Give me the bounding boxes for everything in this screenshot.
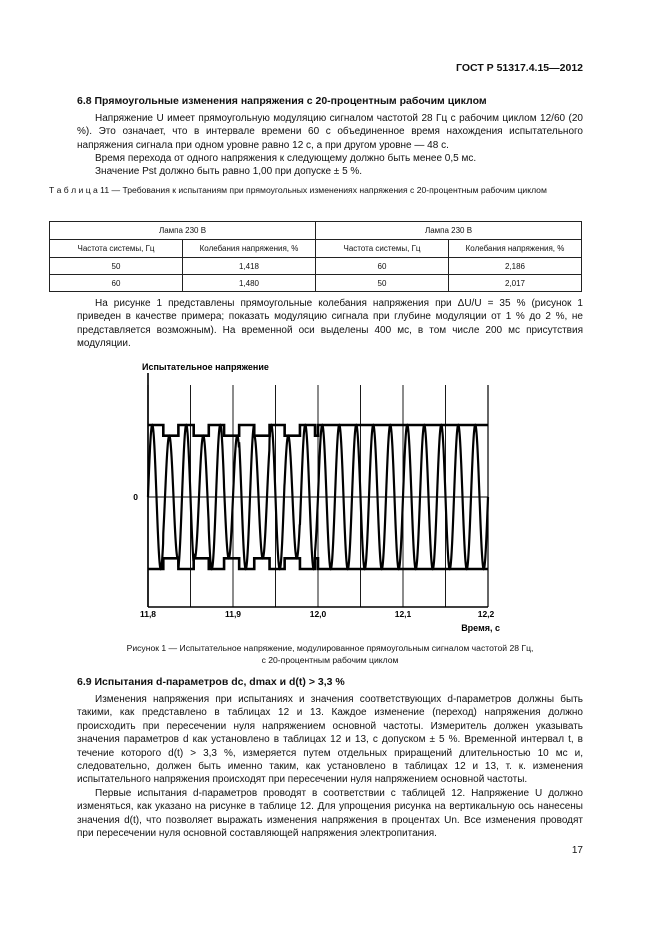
table-column-header: Колебания напряжения, % bbox=[449, 240, 582, 258]
chart-x-axis-label: Время, с bbox=[461, 623, 500, 633]
figure-caption-line-1: Рисунок 1 — Испытательное напряжение, модулированное прямоугольным сигналом частотой 28 Гц, bbox=[126, 643, 534, 653]
section-6-9-paragraph-2: Первые испытания d-параметров проводят в соответствии с таблицей 12. Напряжение U должно изменяться, как указано на рисунке в таблице 12. Для упрощения рисунка на вертикальную ось нанесены значения d(t), что позволяет выражать изменения напряжения в процентах Un. Все изменения проводят при пересечении нуля основной составляющей напряжения электропитания. bbox=[77, 788, 583, 840]
table-column-header: Колебания напряжения, % bbox=[183, 240, 316, 258]
section-6-9-paragraph-1: Изменения напряжения при испытаниях и значения соответствующих d-параметров должны быть такими, как представлено в таблицах 12 и 13. Каждое изменение (переход) напряжения должно происходить при пересечении нуля напряжением основной частоты. Измеритель должен указывать значения параметров d как установлено в таблицах 12 и 13, с допуском ± 5 %. Временной интервал t, в течение которого d(t) > 3,3 %, измеряется путем отдельных приращений длительностью 10 мс и, следовательно, должен быть именно таким, как установлено в таблицах 12 и 13, т. к. изменения испытательного напряжения происходят при пересечении нуля напряжением основной частоты. bbox=[77, 694, 583, 786]
table-column-header: Частота системы, Гц bbox=[50, 240, 183, 258]
section-6-9-title: 6.9 Испытания d-параметров dc, dmax и d(t) > 3,3 % bbox=[77, 676, 345, 688]
table-cell: 60 bbox=[50, 275, 183, 292]
chart-x-tick-label: 12,0 bbox=[309, 609, 327, 619]
chart-x-tick-label: 12,2 bbox=[477, 609, 495, 619]
table-cell: 50 bbox=[316, 275, 449, 292]
table-11 bbox=[49, 221, 582, 292]
figure-caption-line-2: с 20-процентным рабочим циклом bbox=[261, 655, 399, 665]
table-group-header: Лампа 230 В bbox=[50, 222, 316, 240]
table-cell: 1,418 bbox=[183, 258, 316, 275]
section-6-8-paragraph-2: Время перехода от одного напряжения к следующему должно быть менее 0,5 мс. bbox=[95, 153, 477, 164]
section-6-8-paragraph-3: Значение Pst должно быть равно 1,00 при допуске ± 5 %. bbox=[95, 166, 363, 177]
table-column-header: Частота системы, Гц bbox=[316, 240, 449, 258]
table-cell: 2,186 bbox=[449, 258, 582, 275]
table-11-caption: Т а б л и ц а 11 — Требования к испытаниям при прямоугольных изменениях напряжения с 20-процентным рабочим циклом bbox=[49, 185, 547, 195]
figure-intro-paragraph: На рисунке 1 представлены прямоугольные колебания напряжения при ΔU/U = 35 % (рисунок 1 приведен в качестве примера; показать модуляцию сигнала при глубине модуляции от 1 % до 2 %, не представляется возможным). На временной оси выделены 400 мс, в том числе 200 мс присутствия модуляции. bbox=[77, 298, 583, 350]
document-code: ГОСТ Р 51317.4.15—2012 bbox=[456, 62, 583, 74]
table-cell: 50 bbox=[50, 258, 183, 275]
chart-x-tick-label: 11,8 bbox=[139, 609, 157, 619]
table-cell: 1,480 bbox=[183, 275, 316, 292]
section-6-8-paragraph-1: Напряжение U имеет прямоугольную модуляцию сигналом частотой 28 Гц с рабочим циклом 12/60 (20 %). Это означает, что в интервале времени 60 с объединенное время нахождения испытательного напряжения сигнала при одном уровне равно 12 с, а при другом уровне — 48 с. bbox=[77, 113, 583, 151]
figure-1-chart bbox=[120, 355, 540, 637]
table-cell: 2,017 bbox=[449, 275, 582, 292]
table-row bbox=[50, 258, 582, 275]
chart-x-tick-label: 11,9 bbox=[224, 609, 242, 619]
chart-x-tick-label: 12,1 bbox=[394, 609, 412, 619]
table-cell: 60 bbox=[316, 258, 449, 275]
table-group-header: Лампа 230 В bbox=[316, 222, 582, 240]
page-number: 17 bbox=[571, 845, 583, 856]
table-row bbox=[50, 275, 582, 292]
section-6-8-title: 6.8 Прямоугольные изменения напряжения с 20-процентным рабочим циклом bbox=[77, 95, 487, 107]
chart-title: Испытательное напряжение bbox=[142, 362, 269, 372]
chart-y-tick-label: 0 bbox=[133, 492, 138, 502]
